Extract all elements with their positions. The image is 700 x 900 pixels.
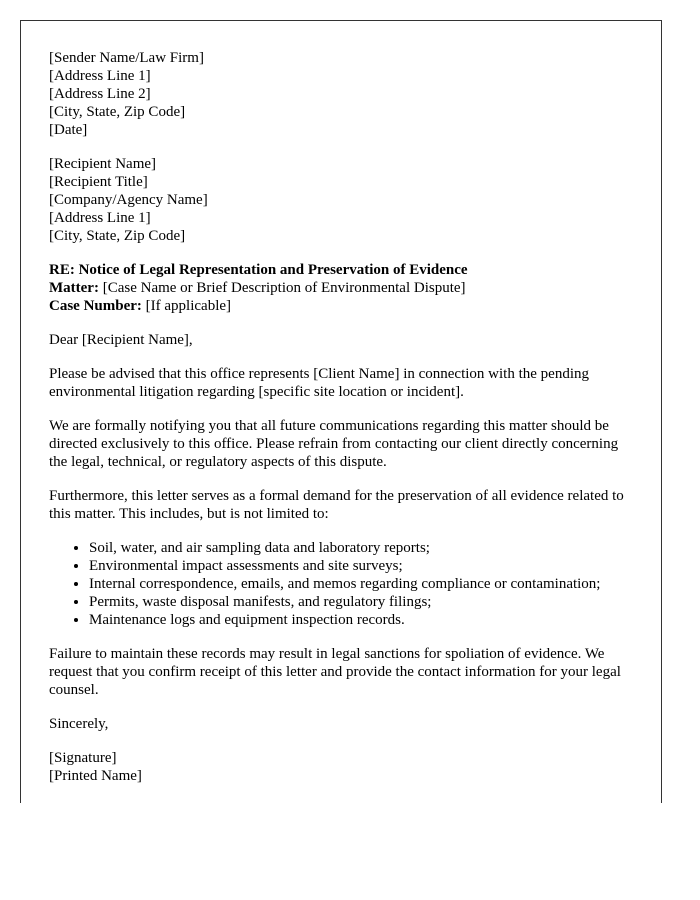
signature-block [49,749,634,785]
list-item: • Soil, water, and air sampling data and laboratory reports; [89,539,634,557]
letter-page [20,20,662,803]
list-item: • Maintenance logs and equipment inspection records. [89,611,634,629]
evidence-list [49,539,634,629]
recipient-line: [Company/Agency Name] [49,192,208,208]
recipient-line: [Address Line 1] [49,210,151,226]
list-item: • Permits, waste disposal manifests, and regulatory filings; [89,593,634,611]
matter-value: [Case Name or Brief Description of Environmental Dispute] [98,280,466,296]
sender-line: [Address Line 2] [49,86,151,102]
body-paragraph: Please be advised that this office represents [Client Name] in connection with the pending environmental litigation regarding [specific site location or incident]. [49,366,589,400]
body-paragraph: Furthermore, this letter serves as a formal demand for the preservation of all evidence related to this matter. This includes, but is not limited to: [49,488,624,522]
salutation: Dear [Recipient Name], [49,332,193,348]
signature-line: [Signature] [49,750,117,766]
recipient-line: [City, State, Zip Code] [49,228,186,244]
recipient-line: [Recipient Title] [49,174,148,190]
matter-label: Matter: [49,280,99,296]
sender-line: [Address Line 1] [49,68,151,84]
body-paragraph: We are formally notifying you that all future communications regarding this matter should be directed exclusively to this office. Please refrain from contacting our client directly concerning the legal, technical, or regulatory aspects of this dispute. [49,418,619,470]
sender-line: [Sender Name/Law Firm] [49,50,204,66]
closing-paragraph: Failure to maintain these records may result in legal sanctions for spoliation of evidence. We request that you confirm receipt of this letter and provide the contact information for your legal counsel. [49,646,621,698]
re-block [49,261,634,315]
list-item: • Internal correspondence, emails, and memos regarding compliance or contamination; [89,575,634,593]
case-number-value: [If applicable] [141,298,232,314]
sender-address [49,49,634,139]
recipient-address [49,155,634,245]
date-line: [Date] [49,122,88,138]
sender-line: [City, State, Zip Code] [49,104,186,120]
closing: Sincerely, [49,716,109,732]
subject-line: RE: Notice of Legal Representation and Preservation of Evidence [49,262,468,278]
recipient-line: [Recipient Name] [49,156,157,172]
printed-name-line: [Printed Name] [49,768,142,784]
case-number-label: Case Number: [49,298,142,314]
list-item: • Environmental impact assessments and site surveys; [89,557,634,575]
